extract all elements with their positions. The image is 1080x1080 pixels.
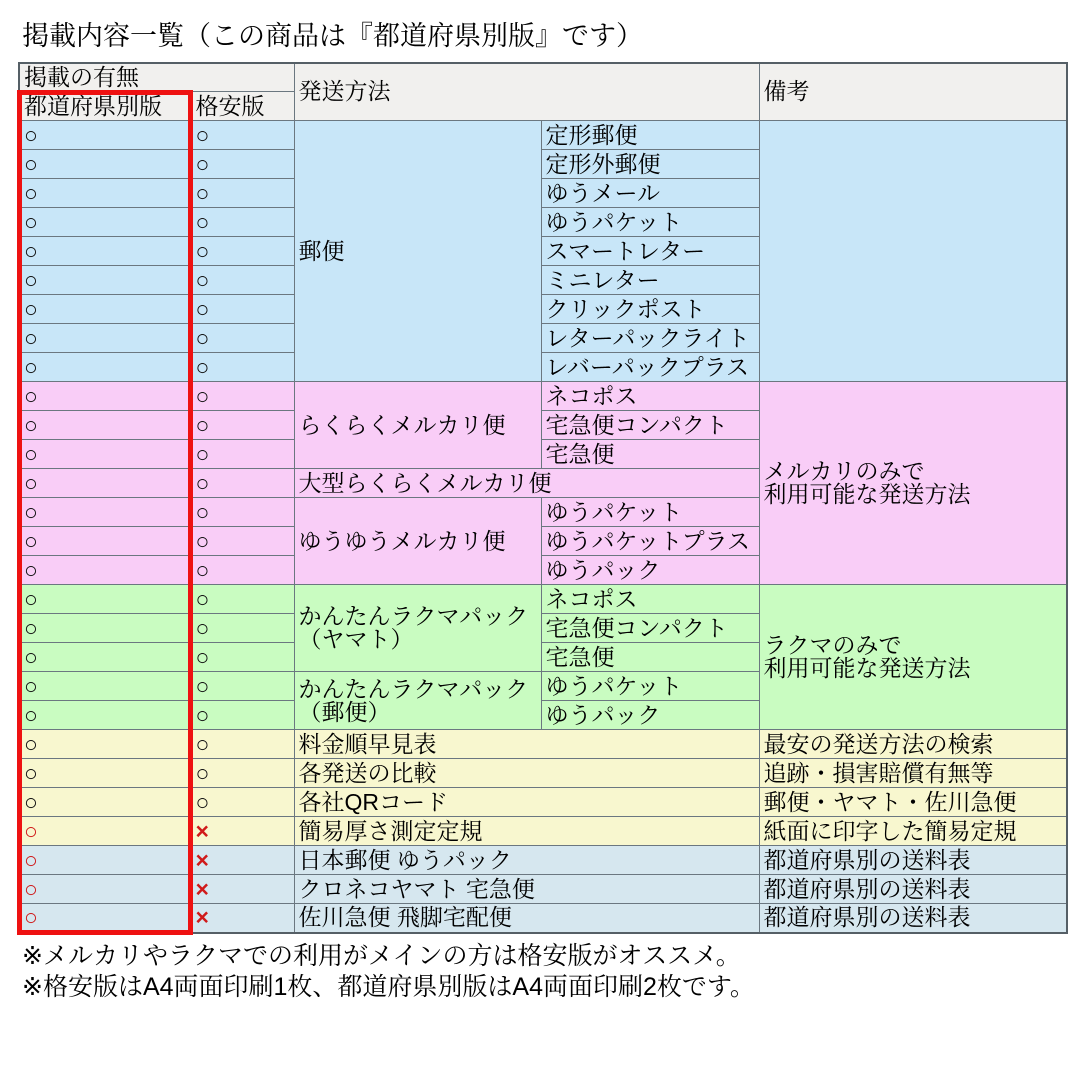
cell-remark: 紙面に印字した簡易定規 xyxy=(759,817,1067,846)
remark-line-1: ラクマのみで xyxy=(763,632,902,659)
page-title: 掲載内容一覧（この商品は『都道府県別版』です） xyxy=(22,21,643,51)
cell-cheap-mark: × xyxy=(191,875,294,904)
cell-pref-mark: ○ xyxy=(19,411,191,440)
cell-pref-mark: ○ xyxy=(19,440,191,469)
cell-sub-method: 宅急便 xyxy=(541,643,759,672)
cell-cheap-mark: ○ xyxy=(191,150,294,179)
cell-cheap-mark: ○ xyxy=(191,643,294,672)
cell-sub-method: ゆうパケットプラス xyxy=(541,527,759,556)
cell-pref-mark: ○ xyxy=(19,469,191,498)
table-row xyxy=(19,730,1067,759)
cell-pref-mark: ○ xyxy=(19,324,191,353)
cell-service-group: ゆうゆうメルカリ便 xyxy=(294,498,541,585)
cell-cheap-mark: ○ xyxy=(191,208,294,237)
cell-cheap-mark: × xyxy=(191,817,294,846)
cell-service-group: らくらくメルカリ便 xyxy=(294,382,541,469)
cell-pref-mark: ○ xyxy=(19,585,191,614)
cell-pref-mark: ○ xyxy=(19,759,191,788)
cell-remark: 追跡・損害賠償有無等 xyxy=(759,759,1067,788)
cell-service-group: 簡易厚さ測定定規 xyxy=(294,817,759,846)
cell-pref-mark: ○ xyxy=(19,353,191,382)
cell-pref-mark: ○ xyxy=(19,150,191,179)
cell-pref-mark: ○ xyxy=(19,846,191,875)
cell-pref-mark: ○ xyxy=(19,788,191,817)
table-row xyxy=(19,121,1067,150)
cell-cheap-mark: ○ xyxy=(191,701,294,730)
cell-cheap-mark: ○ xyxy=(191,237,294,266)
cell-service-group: 料金順早見表 xyxy=(294,730,759,759)
service-line-2: （ヤマト） xyxy=(298,626,414,653)
cell-cheap-mark: ○ xyxy=(191,353,294,382)
cell-sub-method: ミニレター xyxy=(541,266,759,295)
table-header-row-1 xyxy=(19,63,1067,92)
cell-cheap-mark: ○ xyxy=(191,614,294,643)
header-cheap-edition: 格安版 xyxy=(191,92,294,121)
cell-pref-mark: ○ xyxy=(19,614,191,643)
cell-cheap-mark: ○ xyxy=(191,556,294,585)
cell-pref-mark: ○ xyxy=(19,498,191,527)
remark-line-2: 利用可能な発送方法 xyxy=(763,655,971,682)
cell-service-group xyxy=(294,585,541,672)
cell-cheap-mark: ○ xyxy=(191,179,294,208)
cell-pref-mark: ○ xyxy=(19,266,191,295)
cell-cheap-mark: ○ xyxy=(191,121,294,150)
cell-cheap-mark: ○ xyxy=(191,266,294,295)
footnote-2: ※格安版はA4両面印刷1枚、都道府県別版はA4両面印刷2枚です。 xyxy=(22,972,755,1001)
cell-remark: 都道府県別の送料表 xyxy=(759,904,1067,933)
cell-pref-mark: ○ xyxy=(19,643,191,672)
cell-cheap-mark: × xyxy=(191,846,294,875)
cell-cheap-mark: ○ xyxy=(191,498,294,527)
table-row xyxy=(19,904,1067,933)
cell-remark xyxy=(759,585,1067,730)
cell-cheap-mark: ○ xyxy=(191,730,294,759)
cell-service-group: 各社QRコード xyxy=(294,788,759,817)
cell-pref-mark: ○ xyxy=(19,121,191,150)
cell-cheap-mark: ○ xyxy=(191,440,294,469)
cell-cheap-mark: ○ xyxy=(191,295,294,324)
cell-pref-mark: ○ xyxy=(19,904,191,933)
cell-pref-mark: ○ xyxy=(19,672,191,701)
cell-pref-mark: ○ xyxy=(19,237,191,266)
cell-remark xyxy=(759,121,1067,382)
cell-sub-method: ゆうメール xyxy=(541,179,759,208)
table-row xyxy=(19,382,1067,411)
footnotes xyxy=(22,941,1066,1004)
footnote-1: ※メルカリやラクマでの利用がメインの方は格安版がオススメ。 xyxy=(22,941,741,970)
table-row xyxy=(19,585,1067,614)
cell-pref-mark: ○ xyxy=(19,527,191,556)
cell-pref-mark: ○ xyxy=(19,875,191,904)
cell-sub-method: ゆうパケット xyxy=(541,208,759,237)
service-line-1: かんたんラクマパック xyxy=(298,603,529,630)
cell-sub-method: ゆうパケット xyxy=(541,498,759,527)
cell-sub-method: 定形郵便 xyxy=(541,121,759,150)
cell-pref-mark: ○ xyxy=(19,295,191,324)
cell-cheap-mark: ○ xyxy=(191,788,294,817)
header-availability: 掲載の有無 xyxy=(19,63,294,92)
remark-line-1: メルカリのみで xyxy=(763,458,925,485)
cell-sub-method: ゆうパケット xyxy=(541,672,759,701)
cell-service-group: クロネコヤマト 宅急便 xyxy=(294,875,759,904)
cell-sub-method: 宅急便コンパクト xyxy=(541,614,759,643)
cell-remark: 都道府県別の送料表 xyxy=(759,846,1067,875)
header-shipping-method: 発送方法 xyxy=(294,63,759,121)
table-row xyxy=(19,788,1067,817)
cell-cheap-mark: ○ xyxy=(191,411,294,440)
cell-service-group: 各発送の比較 xyxy=(294,759,759,788)
cell-service-group: 郵便 xyxy=(294,121,541,382)
cell-sub-method: スマートレター xyxy=(541,237,759,266)
header-prefecture-edition: 都道府県別版 xyxy=(19,92,191,121)
cell-remark: 郵便・ヤマト・佐川急便 xyxy=(759,788,1067,817)
cell-sub-method: ゆうパック xyxy=(541,701,759,730)
cell-sub-method: 宅急便コンパクト xyxy=(541,411,759,440)
contents-table xyxy=(18,62,1068,934)
table-row xyxy=(19,875,1067,904)
cell-cheap-mark: ○ xyxy=(191,469,294,498)
cell-cheap-mark: ○ xyxy=(191,527,294,556)
cell-sub-method: レターパックライト xyxy=(541,324,759,353)
cell-remark: 最安の発送方法の検索 xyxy=(759,730,1067,759)
cell-cheap-mark: ○ xyxy=(191,324,294,353)
service-line-1: かんたんラクマパック xyxy=(298,675,529,702)
table-row xyxy=(19,846,1067,875)
cell-service-group: 大型らくらくメルカリ便 xyxy=(294,469,759,498)
cell-sub-method: レバーパックプラス xyxy=(541,353,759,382)
cell-remark xyxy=(759,382,1067,585)
cell-sub-method: ネコポス xyxy=(541,585,759,614)
cell-service-group xyxy=(294,672,541,730)
header-remarks: 備考 xyxy=(759,63,1067,121)
cell-cheap-mark: ○ xyxy=(191,585,294,614)
table-row xyxy=(19,759,1067,788)
cell-pref-mark: ○ xyxy=(19,382,191,411)
cell-service-group: 日本郵便 ゆうパック xyxy=(294,846,759,875)
cell-cheap-mark: × xyxy=(191,904,294,933)
cell-sub-method: ゆうパック xyxy=(541,556,759,585)
cell-cheap-mark: ○ xyxy=(191,672,294,701)
cell-sub-method: ネコポス xyxy=(541,382,759,411)
cell-pref-mark: ○ xyxy=(19,701,191,730)
service-line-2: （郵便） xyxy=(298,698,391,725)
cell-pref-mark: ○ xyxy=(19,208,191,237)
cell-cheap-mark: ○ xyxy=(191,382,294,411)
cell-sub-method: クリックポスト xyxy=(541,295,759,324)
cell-remark: 都道府県別の送料表 xyxy=(759,875,1067,904)
cell-pref-mark: ○ xyxy=(19,730,191,759)
cell-sub-method: 宅急便 xyxy=(541,440,759,469)
cell-pref-mark: ○ xyxy=(19,817,191,846)
cell-sub-method: 定形外郵便 xyxy=(541,150,759,179)
cell-pref-mark: ○ xyxy=(19,556,191,585)
cell-pref-mark: ○ xyxy=(19,179,191,208)
table-row xyxy=(19,817,1067,846)
cell-cheap-mark: ○ xyxy=(191,759,294,788)
remark-line-2: 利用可能な発送方法 xyxy=(763,481,971,508)
cell-service-group: 佐川急便 飛脚宅配便 xyxy=(294,904,759,933)
